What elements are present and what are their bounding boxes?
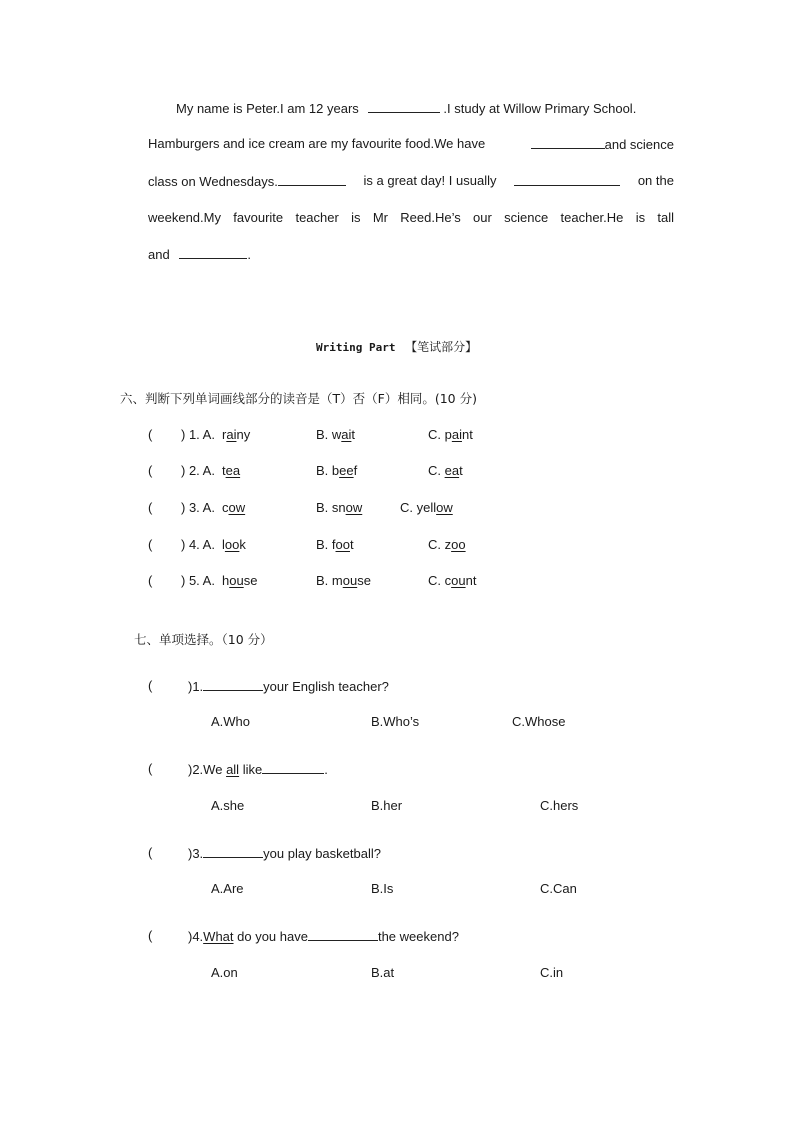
word-part: f bbox=[353, 463, 358, 478]
word-part: t bbox=[349, 537, 354, 552]
stem-text: . bbox=[324, 762, 328, 777]
passage-word: Reed.He’s bbox=[400, 210, 461, 225]
underlined-letters: ai bbox=[341, 427, 352, 442]
question-stem bbox=[188, 845, 381, 861]
passage-text: .I study at Willow Primary School. bbox=[443, 101, 637, 116]
underlined-letters: oo bbox=[224, 537, 240, 552]
answer-paren[interactable]: ( bbox=[148, 761, 153, 776]
word-part: k bbox=[239, 537, 246, 552]
word-part: B. w bbox=[316, 427, 342, 442]
answer-blank[interactable] bbox=[308, 928, 378, 941]
answer-paren[interactable]: ( bbox=[148, 928, 153, 943]
option-b[interactable]: B.at bbox=[371, 965, 395, 980]
word-part: C. yell bbox=[400, 500, 437, 515]
passage-line-3 bbox=[148, 173, 674, 190]
word-part: h bbox=[222, 573, 230, 588]
word-part: t bbox=[459, 463, 463, 478]
underlined-letters: ow bbox=[228, 500, 246, 515]
stem-text: )3. bbox=[188, 846, 204, 861]
word-part: B. m bbox=[316, 573, 343, 588]
section-title-en: Writing Part bbox=[316, 341, 396, 354]
option-c[interactable]: C.Can bbox=[540, 881, 577, 896]
answer-paren[interactable]: ( bbox=[148, 573, 153, 588]
option-b[interactable] bbox=[316, 463, 357, 478]
underlined-letters: ou bbox=[229, 573, 244, 588]
underlined-word: What bbox=[203, 929, 234, 944]
option-a[interactable]: A.Are bbox=[211, 881, 244, 896]
answer-blank[interactable] bbox=[514, 173, 620, 186]
answer-blank[interactable] bbox=[531, 136, 605, 149]
word-part: t bbox=[351, 427, 356, 442]
word-part: c bbox=[222, 500, 229, 515]
passage-word: weekend.My bbox=[148, 210, 221, 225]
option-a[interactable] bbox=[222, 537, 246, 552]
option-a[interactable] bbox=[222, 500, 245, 515]
question-stem bbox=[188, 928, 459, 944]
passage-line-2 bbox=[148, 136, 674, 153]
option-a[interactable] bbox=[222, 573, 257, 588]
underlined-letters: ou bbox=[342, 573, 358, 588]
passage-word: is bbox=[351, 210, 361, 225]
part7-heading: 七、单项选择。（10 分） bbox=[134, 632, 273, 647]
passage-line-4 bbox=[148, 210, 674, 226]
answer-paren[interactable]: ( bbox=[148, 845, 153, 860]
answer-paren[interactable]: ( bbox=[148, 463, 153, 478]
underlined-letters: ow bbox=[436, 500, 453, 515]
passage-word: our bbox=[473, 210, 492, 225]
passage-text: and bbox=[148, 247, 170, 262]
answer-blank[interactable] bbox=[278, 173, 346, 186]
word-part: C. p bbox=[428, 427, 452, 442]
passage-word: Mr bbox=[372, 210, 388, 225]
question-number: ) 1. A. bbox=[181, 427, 215, 442]
option-b[interactable]: B.Is bbox=[371, 881, 394, 896]
option-c[interactable] bbox=[428, 537, 466, 552]
passage-text: Hamburgers and ice cream are my favourite food.We have bbox=[148, 136, 486, 151]
stem-text: you play basketball? bbox=[263, 846, 381, 861]
word-part: nt bbox=[461, 427, 473, 442]
underlined-letters: ai bbox=[451, 427, 462, 442]
option-c[interactable]: C.Whose bbox=[512, 714, 566, 729]
passage-word: science bbox=[504, 210, 549, 225]
word-part: B. f bbox=[316, 537, 336, 552]
word-part: B. sn bbox=[316, 500, 346, 515]
option-b[interactable]: B.her bbox=[371, 798, 403, 813]
answer-blank[interactable] bbox=[203, 845, 263, 858]
underlined-letters: ou bbox=[451, 573, 466, 588]
option-b[interactable] bbox=[316, 500, 362, 515]
question-number: ) 2. A. bbox=[181, 463, 215, 478]
word-part: se bbox=[357, 573, 371, 588]
passage-text: My name is Peter.I am 12 years bbox=[176, 101, 359, 116]
passage-text: on the bbox=[637, 173, 674, 188]
stem-text: )4. bbox=[188, 929, 204, 944]
word-part: se bbox=[243, 573, 258, 588]
word-part: t bbox=[222, 463, 226, 478]
question-number: ) 3. A. bbox=[181, 500, 215, 515]
stem-text: do you have bbox=[233, 929, 308, 944]
word-part: C. bbox=[428, 463, 445, 478]
underlined-word: all bbox=[226, 762, 240, 777]
passage-text: and science bbox=[604, 137, 674, 152]
underlined-letters: ea bbox=[444, 463, 460, 478]
underlined-letters: oo bbox=[335, 537, 350, 552]
part6-heading: 六、判断下列单词画线部分的读音是（T）否（F）相同。(10 分) bbox=[120, 391, 477, 406]
passage-word: favourite bbox=[233, 210, 284, 225]
option-a[interactable] bbox=[222, 427, 250, 442]
option-b[interactable]: B.Who’s bbox=[371, 714, 420, 729]
answer-paren[interactable]: ( bbox=[148, 537, 153, 552]
option-a[interactable]: A.on bbox=[211, 965, 238, 980]
section-title bbox=[316, 338, 477, 355]
passage-line-5 bbox=[148, 246, 251, 262]
option-a[interactable] bbox=[222, 463, 240, 478]
word-part: r bbox=[222, 427, 227, 442]
option-c[interactable] bbox=[428, 463, 463, 478]
section-title-cn: 【笔试部分】 bbox=[405, 340, 478, 354]
passage-text: . bbox=[247, 247, 251, 262]
answer-blank[interactable] bbox=[179, 246, 247, 259]
stem-text: the weekend? bbox=[377, 929, 459, 944]
passage-line-1 bbox=[176, 100, 636, 116]
word-part: nt bbox=[465, 573, 477, 588]
passage-word: is bbox=[635, 210, 646, 225]
answer-paren[interactable]: ( bbox=[148, 500, 153, 515]
underlined-letters: ee bbox=[339, 463, 354, 478]
option-c[interactable]: C.hers bbox=[540, 798, 579, 813]
answer-paren[interactable]: ( bbox=[148, 678, 153, 693]
option-c[interactable] bbox=[400, 500, 453, 515]
passage-text: is a great day! I usually bbox=[363, 173, 497, 188]
answer-blank[interactable] bbox=[368, 100, 440, 113]
answer-blank[interactable] bbox=[262, 761, 324, 774]
word-part: l bbox=[222, 537, 225, 552]
option-b[interactable] bbox=[316, 427, 355, 442]
question-number: ) 5. A. bbox=[181, 573, 215, 588]
stem-text: your English teacher? bbox=[263, 679, 389, 694]
word-part: B. b bbox=[316, 463, 340, 478]
option-b[interactable] bbox=[316, 537, 354, 552]
option-a[interactable]: A.Who bbox=[211, 714, 251, 729]
question-stem bbox=[188, 678, 389, 694]
passage-text: class on Wednesdays. bbox=[148, 174, 278, 189]
question-number: ) 4. A. bbox=[181, 537, 215, 552]
stem-text: like bbox=[239, 762, 263, 777]
passage-word: teacher.He bbox=[560, 210, 624, 225]
word-part: ny bbox=[236, 427, 251, 442]
answer-paren[interactable]: ( bbox=[148, 427, 153, 442]
word-part: C. c bbox=[428, 573, 452, 588]
answer-blank[interactable] bbox=[203, 678, 263, 691]
option-c[interactable] bbox=[428, 573, 476, 588]
stem-text: )2.We bbox=[188, 762, 227, 777]
underlined-letters: oo bbox=[451, 537, 466, 552]
underlined-letters: ai bbox=[226, 427, 237, 442]
stem-text: )1. bbox=[188, 679, 204, 694]
passage-word: tall bbox=[657, 210, 674, 225]
passage-word: teacher bbox=[295, 210, 339, 225]
underlined-letters: ow bbox=[345, 500, 363, 515]
option-c[interactable]: C.in bbox=[540, 965, 564, 980]
underlined-letters: ea bbox=[225, 463, 241, 478]
option-c[interactable] bbox=[428, 427, 473, 442]
question-stem bbox=[188, 761, 328, 777]
word-part: C. z bbox=[428, 537, 452, 552]
option-a[interactable]: A.she bbox=[211, 798, 245, 813]
option-b[interactable] bbox=[316, 573, 371, 588]
